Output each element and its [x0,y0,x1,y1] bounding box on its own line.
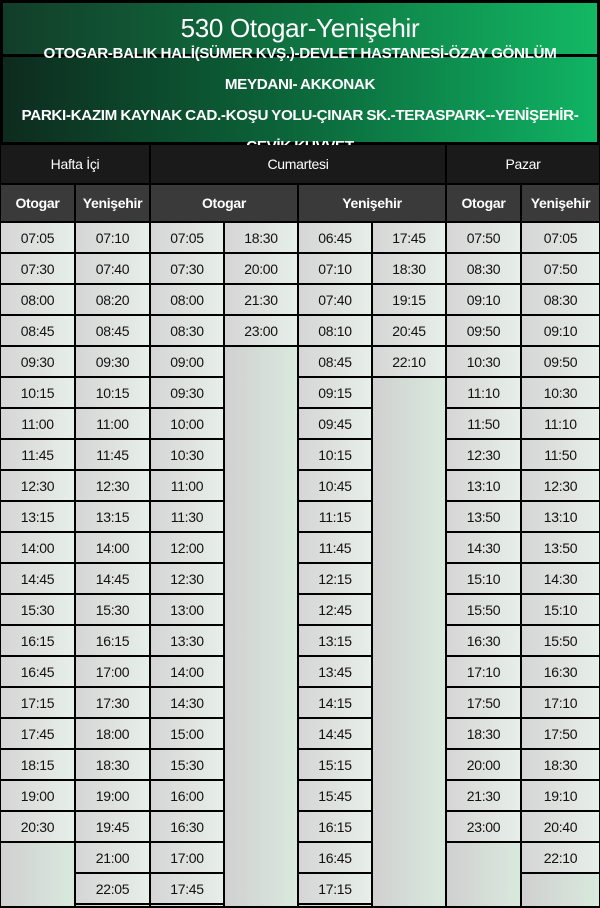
time-cell: 08:00 [1,285,74,314]
time-cell: 09:30 [151,378,223,407]
time-cell: 14:00 [1,533,74,562]
terminal-header-row [0,185,600,221]
time-cell: 14:30 [151,688,223,717]
time-cell: 20:45 [373,316,445,345]
time-cell: 13:15 [76,502,149,531]
time-cell: 13:15 [299,626,371,655]
time-cell: 08:30 [151,316,223,345]
time-cell: 11:30 [151,502,223,531]
time-cell: 07:40 [299,285,371,314]
route-description [3,44,597,142]
time-cell: 07:40 [76,254,149,283]
time-cell: 09:50 [522,347,599,376]
time-cell: 07:30 [1,254,74,283]
time-cell: 16:15 [1,626,74,655]
time-cell: 21:30 [225,285,297,314]
time-cell: 19:00 [76,781,149,810]
time-cell: 16:30 [151,812,223,841]
sub-header-saturday-yenisehir: Yenişehir [299,185,445,221]
time-cell: 17:45 [151,874,223,903]
day-group-header-row [0,145,600,183]
time-cell: 12:00 [151,533,223,562]
time-cell: 10:30 [447,347,520,376]
time-cell: 17:30 [76,688,149,717]
time-cell: 20:00 [447,750,520,779]
time-cell: 14:45 [1,564,74,593]
sub-header-weekday-otogar: Otogar [1,185,74,221]
empty-cell [1,843,74,906]
time-cell: 08:00 [151,285,223,314]
time-cell: 19:15 [373,285,445,314]
time-cell: 11:10 [522,409,599,438]
route-line-1: OTOGAR-BALIK HALİ(SÜMER KVŞ.)-DEVLET HASTANESİ-ÖZAY GÖNLÜM MEYDANI- AKKONAK [43,44,557,93]
time-cell: 17:10 [522,688,599,717]
time-cell: 09:15 [299,378,371,407]
time-cell: 17:15 [299,874,371,903]
time-cell: 10:15 [299,440,371,469]
empty-cell [522,874,599,906]
time-cell: 12:30 [76,471,149,500]
empty-cell [299,905,371,906]
time-cell: 07:05 [1,223,74,252]
group-header-sunday: Pazar [447,145,599,183]
time-cell: 10:30 [151,440,223,469]
time-cell: 16:15 [299,812,371,841]
time-cell: 07:30 [151,254,223,283]
time-cell: 11:50 [447,409,520,438]
time-cell: 18:30 [225,223,297,252]
time-cell: 21:30 [447,781,520,810]
time-cell: 16:30 [522,657,599,686]
time-cell: 10:15 [76,378,149,407]
time-cell: 11:15 [299,502,371,531]
time-cell: 17:10 [447,657,520,686]
time-cell: 08:45 [76,316,149,345]
time-cell: 20:30 [1,812,74,841]
time-cell: 22:05 [76,874,149,903]
time-cell: 17:45 [1,719,74,748]
time-cell: 14:00 [151,657,223,686]
time-cell: 18:30 [373,254,445,283]
time-cell: 13:10 [522,502,599,531]
time-cell: 09:10 [447,285,520,314]
time-cell: 16:00 [151,781,223,810]
empty-cell [225,347,297,906]
route-text [13,38,587,162]
time-cell: 17:45 [373,223,445,252]
time-cell: 09:00 [151,347,223,376]
time-cell: 11:00 [1,409,74,438]
time-cell: 14:30 [522,564,599,593]
time-cell: 08:20 [76,285,149,314]
time-cell: 21:00 [76,843,149,872]
time-cell: 16:15 [76,626,149,655]
time-cell: 17:00 [151,843,223,872]
time-cell: 15:50 [522,626,599,655]
time-cell: 23:00 [225,316,297,345]
time-cell: 13:45 [299,657,371,686]
time-cell: 12:45 [299,595,371,624]
time-cell: 16:30 [447,626,520,655]
time-cell: 19:10 [522,781,599,810]
time-cell: 07:05 [151,223,223,252]
sub-header-saturday-otogar: Otogar [151,185,297,221]
time-cell: 11:50 [522,440,599,469]
time-cell: 08:10 [299,316,371,345]
time-cell: 20:00 [225,254,297,283]
time-cell: 19:45 [76,812,149,841]
time-cell: 07:10 [76,223,149,252]
time-cell: 09:50 [447,316,520,345]
time-cell: 12:30 [1,471,74,500]
time-cell: 13:00 [151,595,223,624]
time-cell: 12:30 [447,440,520,469]
empty-cell [373,378,445,906]
time-cell: 15:00 [151,719,223,748]
time-cell: 15:10 [522,595,599,624]
time-cell: 14:00 [76,533,149,562]
time-cell: 08:30 [522,285,599,314]
time-cell: 19:00 [1,781,74,810]
time-cell: 06:45 [299,223,371,252]
empty-cell [447,843,520,906]
time-cell: 14:30 [447,533,520,562]
time-cell: 18:30 [447,719,520,748]
time-cell: 20:40 [522,812,599,841]
time-cell: 09:30 [1,347,74,376]
time-cell: 17:00 [76,657,149,686]
time-cell: 09:30 [76,347,149,376]
time-cell: 14:15 [299,688,371,717]
time-cell: 11:45 [76,440,149,469]
time-cell: 10:30 [522,378,599,407]
time-cell: 17:50 [447,688,520,717]
time-cell: 07:05 [522,223,599,252]
time-cell: 18:30 [76,750,149,779]
time-cell: 08:45 [1,316,74,345]
time-cell: 07:10 [299,254,371,283]
time-cell: 23:00 [447,812,520,841]
time-cell: 17:50 [522,719,599,748]
time-cell: 16:45 [1,657,74,686]
time-cell: 12:30 [522,471,599,500]
empty-cell [151,905,223,906]
time-cell: 15:45 [299,781,371,810]
group-header-saturday: Cumartesi [151,145,445,183]
time-cell: 14:45 [299,719,371,748]
time-cell: 10:00 [151,409,223,438]
time-cell: 13:10 [447,471,520,500]
empty-cell [76,905,149,906]
time-cell: 18:15 [1,750,74,779]
time-cell: 07:50 [447,223,520,252]
time-cell: 08:45 [299,347,371,376]
time-cell: 13:15 [1,502,74,531]
time-cell: 13:50 [522,533,599,562]
time-cell: 11:10 [447,378,520,407]
page-title: 530 Otogar-Yenişehir [180,13,420,43]
time-cell: 22:10 [522,843,599,872]
time-cell: 11:00 [76,409,149,438]
time-cell: 15:30 [1,595,74,624]
group-header-weekday: Hafta İçi [1,145,149,183]
time-cell: 08:30 [447,254,520,283]
time-cell: 11:00 [151,471,223,500]
time-cell: 14:45 [76,564,149,593]
time-cell: 07:50 [522,254,599,283]
time-cell: 10:15 [1,378,74,407]
time-cell: 22:10 [373,347,445,376]
time-cell: 10:45 [299,471,371,500]
time-cell: 12:15 [299,564,371,593]
time-cell: 18:00 [76,719,149,748]
time-cell: 17:15 [1,688,74,717]
time-cell: 15:30 [151,750,223,779]
time-cell: 18:30 [522,750,599,779]
time-cell: 11:45 [299,533,371,562]
time-cell: 12:30 [151,564,223,593]
time-cell: 15:30 [76,595,149,624]
time-cell: 09:10 [522,316,599,345]
sub-header-sunday-yenisehir: Yenişehir [522,185,599,221]
sub-header-sunday-otogar: Otogar [447,185,520,221]
time-cell: 16:45 [299,843,371,872]
time-cell: 15:10 [447,564,520,593]
time-cell: 15:50 [447,595,520,624]
time-cell: 15:15 [299,750,371,779]
sub-header-weekday-yenisehir: Yenişehir [76,185,149,221]
time-cell: 13:50 [447,502,520,531]
route-line-2: PARKI-KAZIM KAYNAK CAD.-KOŞU YOLU-ÇINAR SK.-TERASPARK--YENİŞEHİR- [21,106,579,124]
time-cell: 11:45 [1,440,74,469]
time-cell: 09:45 [299,409,371,438]
time-cell: 13:30 [151,626,223,655]
